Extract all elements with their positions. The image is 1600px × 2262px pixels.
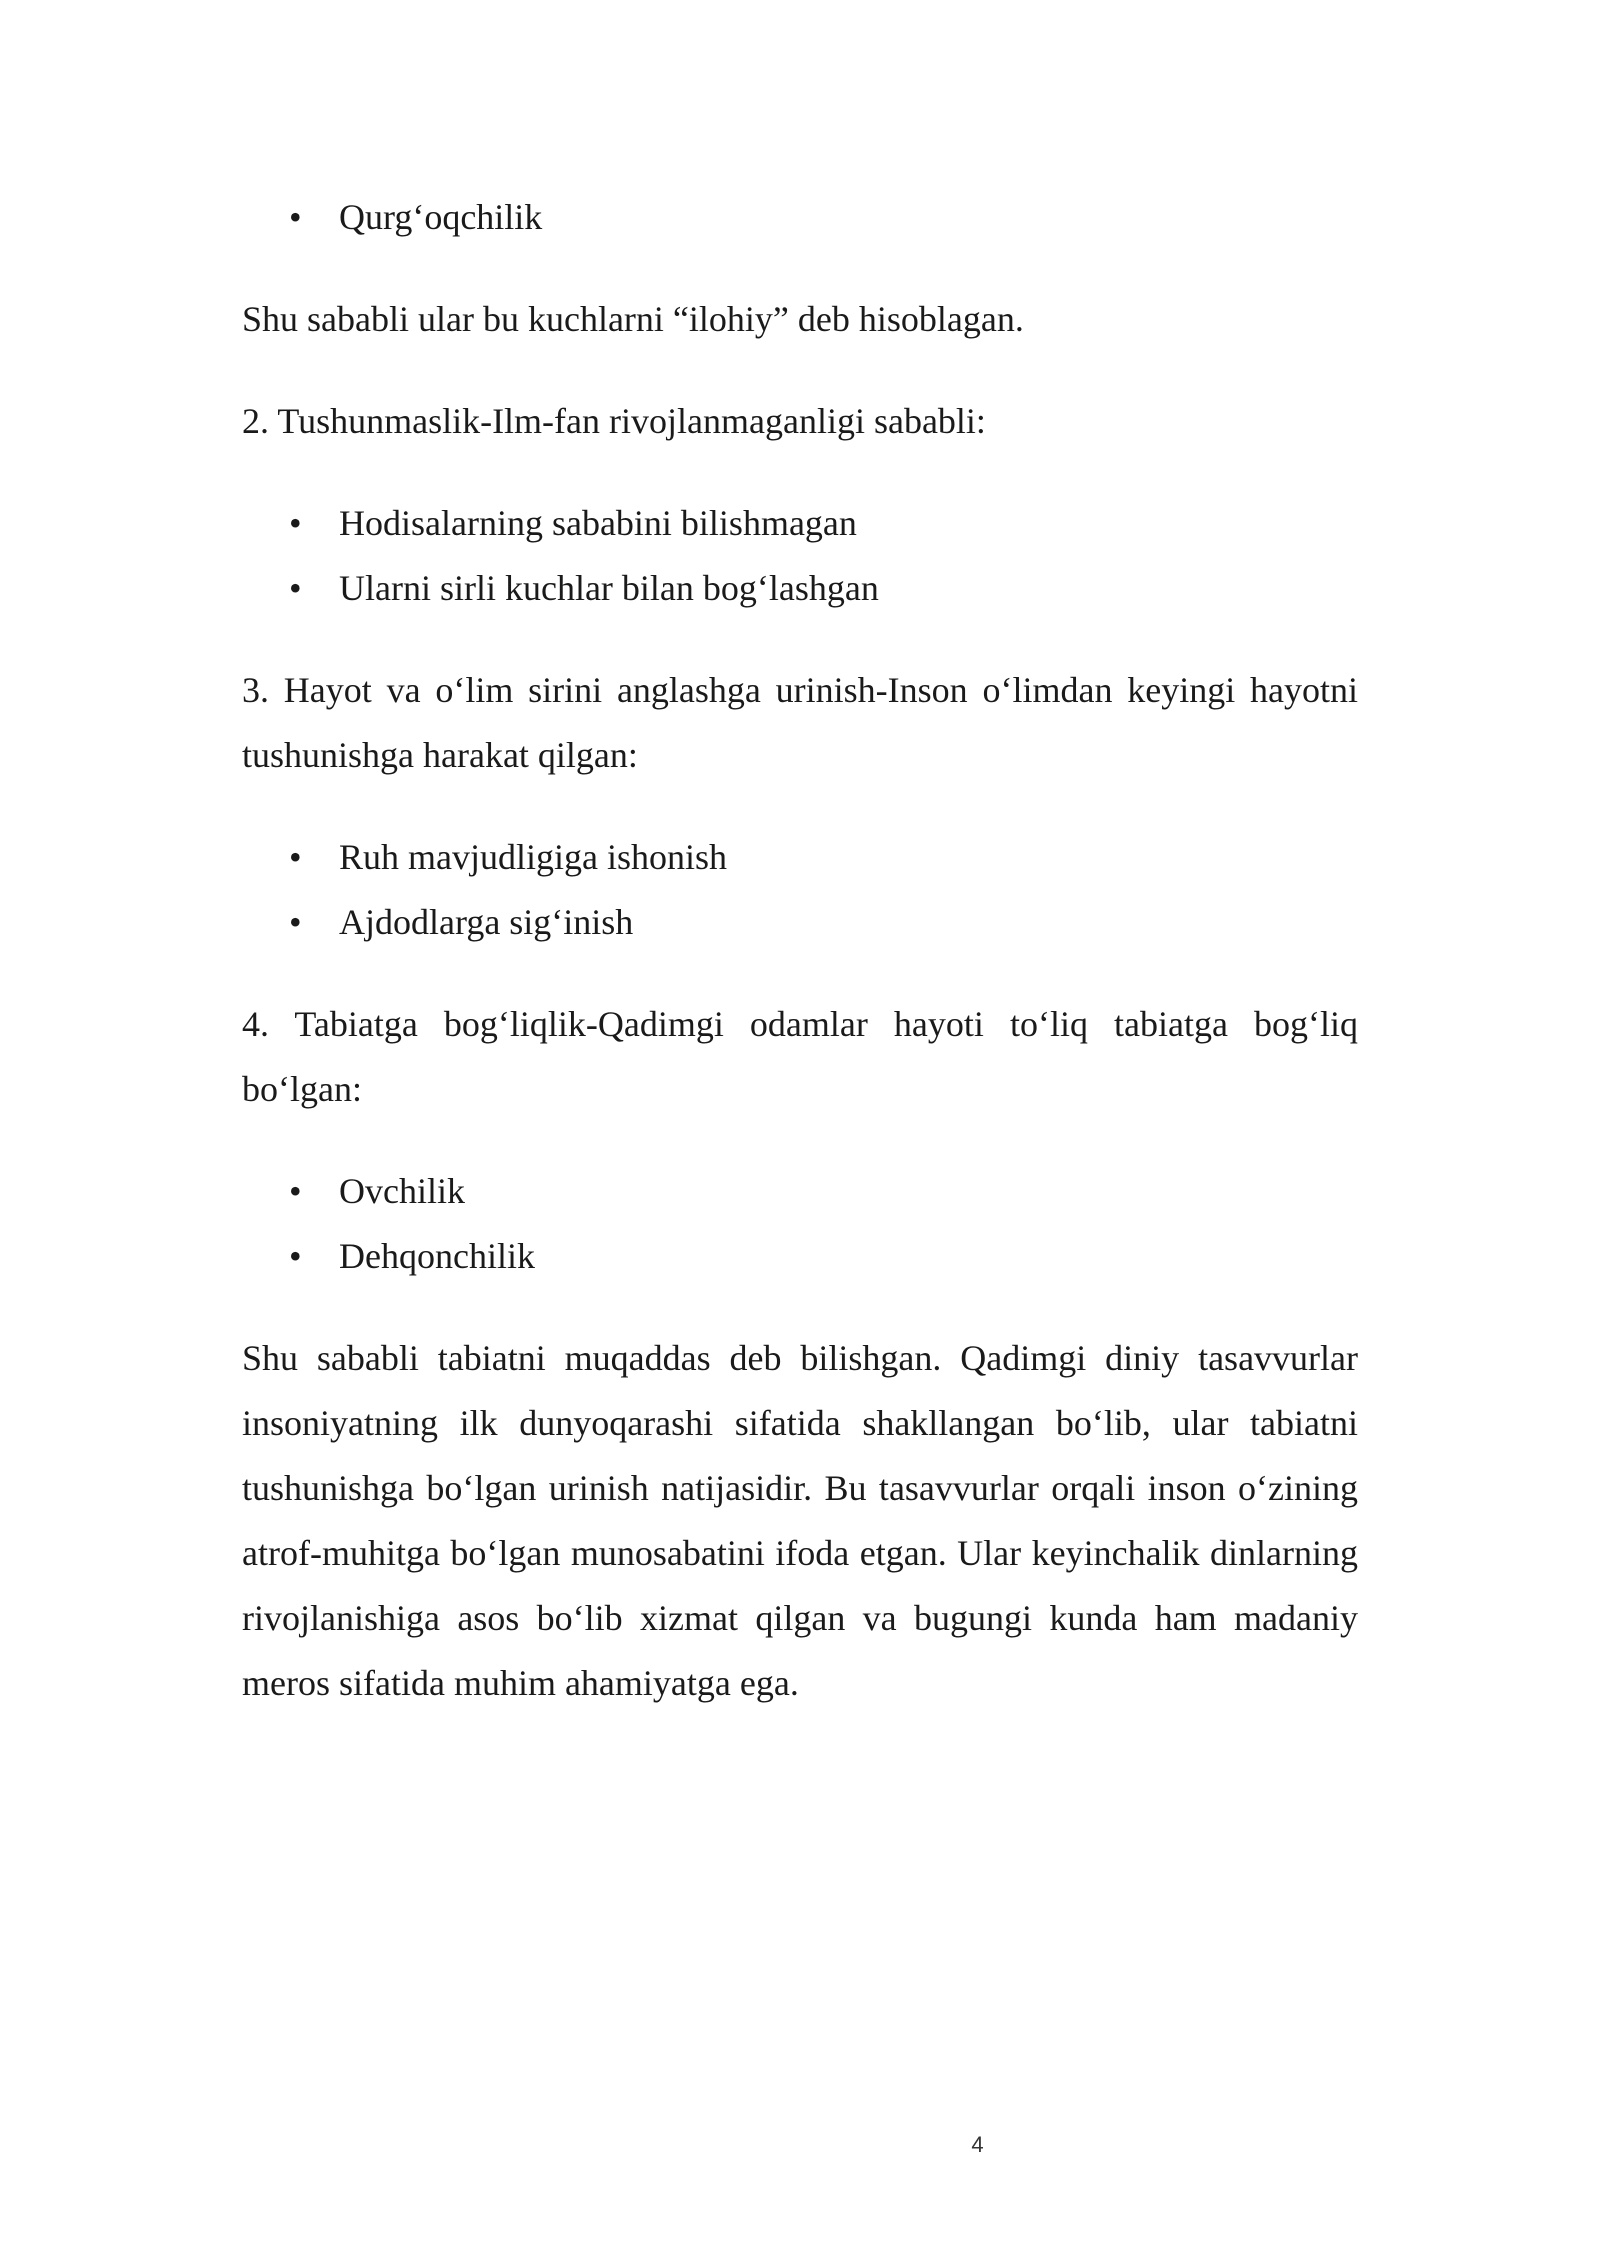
list-item bbox=[242, 1224, 1358, 1289]
bullet-list-ignorance bbox=[242, 491, 1358, 621]
bullet-icon: • bbox=[289, 837, 302, 877]
list-item bbox=[242, 1159, 1358, 1224]
paragraph-divine-forces: Shu sababli ular bu kuchlarni “ilohiy” deb hisoblagan. bbox=[242, 299, 1024, 339]
list-item-text: Ularni sirli kuchlar bilan bog‘lashgan bbox=[339, 568, 879, 608]
bullet-icon: • bbox=[289, 1171, 302, 1211]
list-item-text: Ajdodlarga sig‘inish bbox=[339, 902, 634, 942]
bullet-icon: • bbox=[289, 568, 302, 608]
list-item-text: Qurg‘oqchilik bbox=[339, 197, 543, 237]
section-heading-4: 4. Tabiatga bog‘liqlik-Qadimgi odamlar hayoti to‘liq tabiatga bog‘liq bo‘lgan: bbox=[242, 1004, 1358, 1109]
bullet-icon: • bbox=[289, 503, 302, 543]
section-heading-2: 2. Tushunmaslik-Ilm-fan rivojlanmaganligi sababli: bbox=[242, 401, 986, 441]
bullet-list-life-death bbox=[242, 825, 1358, 955]
bullet-list-disasters bbox=[242, 185, 1358, 250]
bullet-icon: • bbox=[289, 197, 302, 237]
bullet-icon: • bbox=[289, 902, 302, 942]
list-item-text: Dehqonchilik bbox=[339, 1236, 535, 1276]
list-item bbox=[242, 491, 1358, 556]
bullet-list-nature bbox=[242, 1159, 1358, 1289]
document-page bbox=[242, 185, 1358, 1716]
list-item-text: Hodisalarning sababini bilishmagan bbox=[339, 503, 857, 543]
section-heading-3: 3. Hayot va o‘lim sirini anglashga urinish-Inson o‘limdan keyingi hayotni tushunishga harakat qilgan: bbox=[242, 670, 1358, 775]
page-number: 4 bbox=[971, 2132, 984, 2157]
list-item bbox=[242, 825, 1358, 890]
list-item bbox=[242, 556, 1358, 621]
bullet-icon: • bbox=[289, 1236, 302, 1276]
list-item-text: Ruh mavjudligiga ishonish bbox=[339, 837, 728, 877]
list-item-text: Ovchilik bbox=[339, 1171, 465, 1211]
conclusion-paragraph: Shu sababli tabiatni muqaddas deb bilishgan. Qadimgi diniy tasavvurlar insoniyatning ilk dunyoqarashi sifatida shakllangan bo‘lib, ular tabiatni tushunishga bo‘lgan urinish natijasidir. Bu tasavvurlar orqali inson o‘zining atrof-muhitga bo‘lgan munosabatini ifoda etgan. Ular keyinchalik dinlarning rivojlanishiga asos bo‘lib xizmat qilgan va bugungi kunda ham madaniy meros sifatida muhim ahamiyatga ega. bbox=[242, 1338, 1358, 1703]
list-item bbox=[242, 185, 1358, 250]
list-item bbox=[242, 890, 1358, 955]
